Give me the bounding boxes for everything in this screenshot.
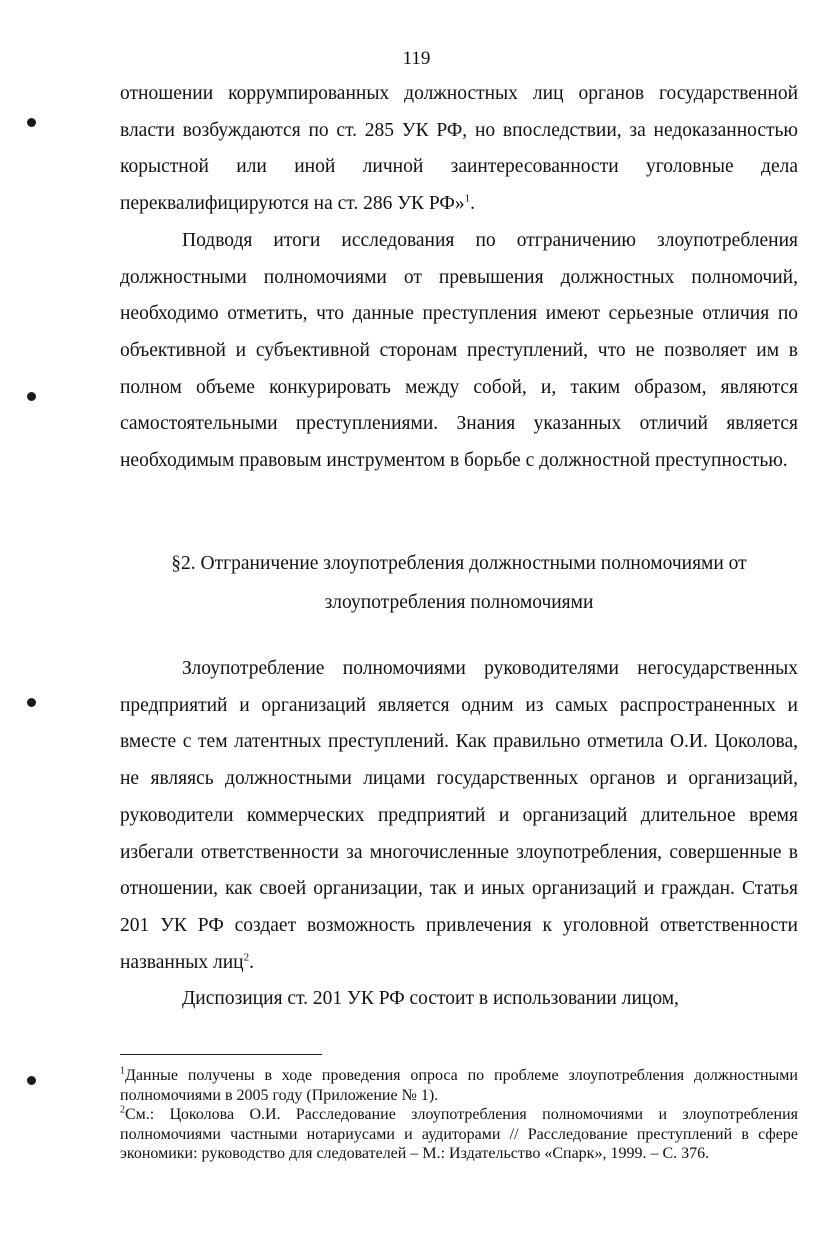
body-text-bottom: [120, 651, 798, 1018]
page-number: 119: [402, 48, 431, 69]
section-heading: [120, 544, 798, 622]
scan-punch-hole-3: [27, 698, 36, 707]
paragraph-abuse: [120, 651, 798, 981]
paragraph-end-punct: .: [470, 193, 475, 215]
footnote-2: [120, 1105, 798, 1164]
paragraph-continuation-text: отношении коррумпированных должностных лиц органов государственной власти возбуждаются по ст. 285 УК РФ, но впоследствии, за недоказанностью корыстной или иной личной заинтересованности уголовные дела переквалифицируются на ст. 286 УК РФ»: [120, 83, 798, 215]
scan-punch-hole-4: [27, 1076, 36, 1085]
footnote-separator: [120, 1054, 322, 1055]
section-heading-line-1: §2. Отграничение злоупотребления должностными полномочиями от: [171, 553, 747, 574]
footnote-ref-2: 2: [243, 951, 250, 964]
footnote-1-marker: 1: [120, 1065, 125, 1077]
scan-punch-hole-2: [27, 392, 36, 401]
footnote-1-text: Данные получены в ходе проведения опроса по проблеме злоупотребления должностными полномочиями в 2005 году (Приложение № 1).: [120, 1067, 798, 1104]
footnote-2-text: См.: Цоколова О.И. Расследование злоупотребления полномочиями и злоупотребления полномочиями частными нотариусами и аудиторами // Расследование преступлений в сфере экономики: руководство для следователей – М.: Издательство «Спарк», 1999. – С. 376.: [120, 1106, 798, 1163]
footnotes: [120, 1066, 798, 1164]
paragraph-disposition: Диспозиция ст. 201 УК РФ состоит в использовании лицом,: [182, 988, 679, 1010]
paragraph-continuation: [120, 76, 798, 223]
body-text-top: [120, 76, 798, 480]
footnote-1: [120, 1066, 798, 1105]
scan-punch-hole-1: [27, 118, 36, 127]
section-heading-line-2: злоупотребления полномочиями: [324, 592, 594, 613]
paragraph-abuse-end-punct: .: [249, 951, 254, 973]
paragraph-abuse-text: Злоупотребление полномочиями руководителями негосударственных предприятий и организаций является одним из самых распространенных и вместе с тем латентных преступлений. Как правильно отметила О.И. Цоколова, не являясь должностными лицами государственных органов и организаций, руководители коммерческих предприятий и организаций длительное время избегали ответственности за многочисленные злоупотребления, совершенные в отношении, как своей организации, так и иных организаций и граждан. Статья 201 УК РФ создает возможность привлечения к уголовной ответственности названных лиц: [120, 658, 798, 973]
paragraph-summary: Подводя итоги исследования по отграничению злоупотребления должностными полномочиями от превышения должностных полномочий, необходимо отметить, что данные преступления имеют серьезные отличия по объективной и субъективной сторонам преступлений, что не позволяет им в полном объеме конкурировать между собой, и, таким образом, являются самостоятельными преступлениями. Знания указанных отличий является необходимым правовым инструментом в борьбе с должностной преступностью.: [120, 229, 798, 472]
footnote-ref-1: 1: [464, 192, 471, 205]
footnote-2-marker: 2: [120, 1104, 125, 1116]
